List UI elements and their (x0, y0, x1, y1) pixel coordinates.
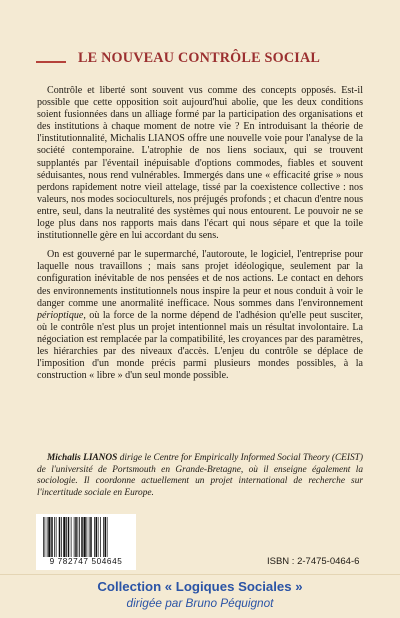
collection-director: dirigée par Bruno Péquignot (126, 596, 274, 610)
collection-title: Collection « Logiques Sociales » (97, 579, 303, 594)
barcode-bars-icon (41, 517, 131, 557)
author-bio (37, 453, 363, 499)
book-title: LE NOUVEAU CONTRÔLE SOCIAL (78, 50, 321, 66)
periopticque-term: périoptique (37, 309, 84, 321)
isbn: ISBN : 2-7475-0464-6 (267, 556, 360, 567)
collection-band (0, 574, 400, 618)
title-decorative-rule (36, 61, 66, 63)
blurb-paragraph-2 (37, 249, 363, 382)
title-header (0, 50, 400, 74)
blurb-paragraph-2-part-2: , où la force de la norme dépend de l'adhésion qu'elle peut susciter, où le contrôle n'est plus un projet intentionnel mais un résultat involontaire. La négociation est remplacée par la compatibilité, les croyances par des paramètres, les hiérarchies par des niveaux d'accès. L'enjeu du contrôle se déplace de l'imposition d'un monde précis parmi plusieurs mondes possibles, à la construction « libre » d'un seul monde possible. (37, 309, 363, 382)
barcode (36, 514, 136, 570)
author-bio-text: dirige le Centre for Empirically Informed Social Theory (CEIST) de l'université de Portsmouth en Grande-Bretagne, où il enseigne également la sociologie. Il coordonne actuellement un projet international de recherche sur l'incertitude sociale en Europe. (37, 453, 363, 498)
blurb-paragraph-1: Contrôle et liberté sont souvent vus comme des concepts opposés. Est-il possible que cette opposition soit aujourd'hui abolie, que les deux conditions soient fusionnées dans un alliage formé par la participation des organisations et des institutions à chaque moment de notre vie ? En introduisant la théorie de l'institutionnalité, Michalis LIANOS offre une nouvelle voie pour l'analyse de la société contemporaine. L'atrophie de nos liens sociaux, qui se trouvent supplantés par l'éventail inépuisable d'options commodes, fiables et souvent séduisantes, nous rend vulnérables. Immergés dans une « efficacité grise » nous perdons rapidement notre vieil attelage, tissé par la coexistence collective : nos valeurs, nos modes socioculturels, nos préjugés profonds ; et chacun d'entre nous entre, seul, dans la neutralité des systèmes qui nous entourent. Le pouvoir ne se loge plus dans nos rapports mais dans l'écart qui nous sépare et que la toile institutionnelle gère en lui accordant du sens. (37, 85, 363, 242)
author-name: Michalis LIANOS (47, 453, 118, 463)
blurb-text (37, 85, 363, 382)
barcode-digits: 9 782747 504645 (49, 557, 123, 566)
blurb-paragraph-2-part-1: On est gouverné par le supermarché, l'autoroute, le logiciel, l'entreprise pour laquelle nous travaillons ; mais sans projet idéologique, seulement par la configuration inévitable de nos pensées et de nos actions. Le contact en dehors des environnements institutionnels nous inspire la peur et nous conduit à voir le danger comme une anormalité inefficace. Nous sommes dans l'environnement (37, 249, 363, 309)
